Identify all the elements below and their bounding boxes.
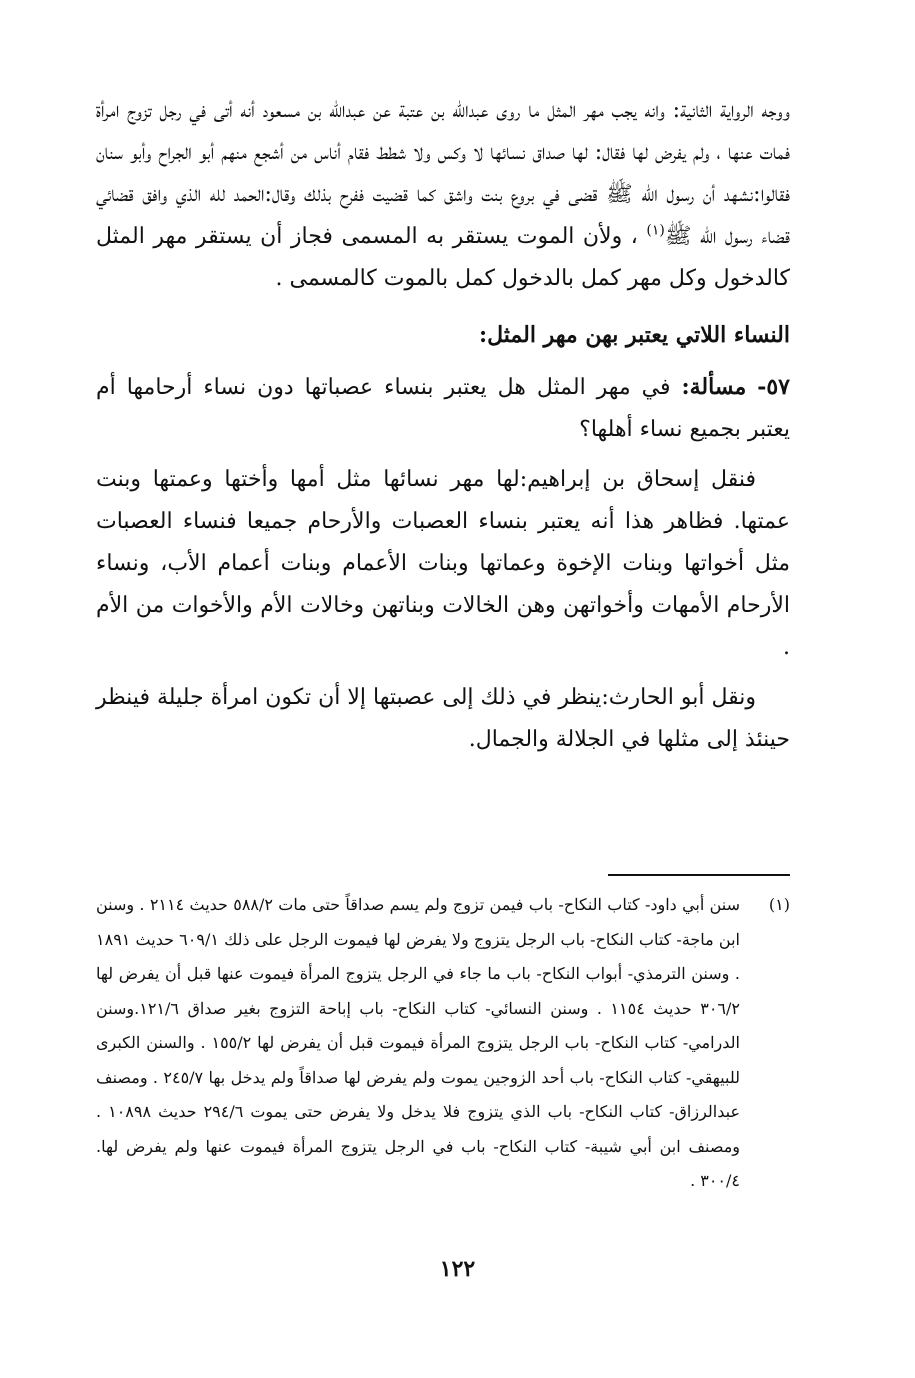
section-heading: النساء اللاتي يعتبر بهن مهر المثل:: [478, 322, 790, 348]
issue-paragraph: [96, 366, 790, 451]
paragraph-second-narration: [96, 90, 790, 300]
page-number: ١٢٢: [439, 1256, 476, 1282]
issue-text: في مهر المثل هل يعتبر بنساء عصباتها دون نساء أرحامها أم يعتبر بجميع نساء أهلها؟: [96, 375, 790, 442]
paragraph-text: ووجه الرواية الثانية: وانه يجب مهر المثل ما روى عبدالله بن عتبة عن عبدالله بن مسعود أنه أتى في رجل تزوج امرأة فمات عنها ، ولم يفرض لها فقال: لها صداق نسائها لا وكس ولا شطط فقام أناس من أشجع منهم أبو الجراح وأبو سنان فقالوا:نشهد أن رسول الله ﷺ قضى في بروع بنت واشق كما قضيت ففرح بذلك وقال:الحمد لله الذي وافق قضائي قضاء رسول الله ﷺ: [96, 98, 791, 249]
paragraph-text-continued: ، ولأن الموت يستقر به المسمى فجاز أن يستقر مهر المثل كالدخول وكل مهر كمل بالدخول كمل بالموت كالمسمى .: [96, 224, 790, 291]
main-text-block: [96, 90, 790, 761]
issue-label: مسألة:: [681, 374, 747, 400]
footnote-reference-marker[interactable]: (١): [646, 222, 665, 239]
paragraph-ishaq-narration: فنقل إسحاق بن إبراهيم:لها مهر نسائها مثل أمها وأختها وعمتها وبنت عمتها. فظاهر هذا أنه يعتبر بنساء العصبات والأرحام جميعا فنساء العصبات مثل أخواتها وبنات الإخوة وعماتها وبنات الأعمام وبنات أعمام الأب، ونساء الأرحام الأمهات وأخواتهن وهن الخالات وبناتهن وخالات الأم والأخوات من الأم .: [96, 467, 790, 660]
paragraph-abu-harith-narration: ونقل أبو الحارث:ينظر في ذلك إلى عصبتها إلا أن تكون امرأة جليلة فينظر حينئذ إلى مثلها في الجلالة والجمال.: [96, 685, 790, 752]
footnotes-section: [96, 888, 790, 1199]
footnote-number: (١): [768, 895, 790, 914]
footnote-separator: [608, 874, 790, 876]
footnote-text: سنن أبي داود- كتاب النكاح- باب فيمن تزوج ولم يسم صداقاً حتى مات ٥٨٨/٢ حديث ٢١١٤ . وسنن ابن ماجة- كتاب النكاح- باب الرجل يتزوج ولا يفرض لها فيموت الرجل على ذلك ٦٠٩/١ حديث ١٨٩١ . وسنن الترمذي- أبواب النكاح- باب ما جاء في الرجل يتزوج المرأة فيموت عنها قبل أن يفرض لها ٣٠٦/٢ حديث ١١٥٤ . وسنن النسائي- كتاب النكاح- باب إباحة التزوج بغير صداق ١٢١/٦.وسنن الدرامي- كتاب النكاح- باب الرجل يتزوج المرأة فيموت قبل أن يفرض لها ١٥٥/٢ . والسنن الكبرى للبيهقي- كتاب النكاح- باب أحد الزوجين يموت ولم يفرض لها صداقاً ولم يدخل بها ٢٤٥/٧ . ومصنف عبدالرزاق- كتاب النكاح- باب الذي يتزوج فلا يدخل ولا يفرض حتى يموت ٢٩٤/٦ حديث ١٠٨٩٨ . ومصنف ابن أبي شيبة- كتاب النكاح- باب في الرجل يتزوج المرأة فيموت عنها ولم يفرض لها. ٣٠٠/٤ .: [96, 895, 741, 1190]
footnote-item: [96, 888, 790, 1199]
issue-number: ٥٧-: [757, 374, 790, 400]
